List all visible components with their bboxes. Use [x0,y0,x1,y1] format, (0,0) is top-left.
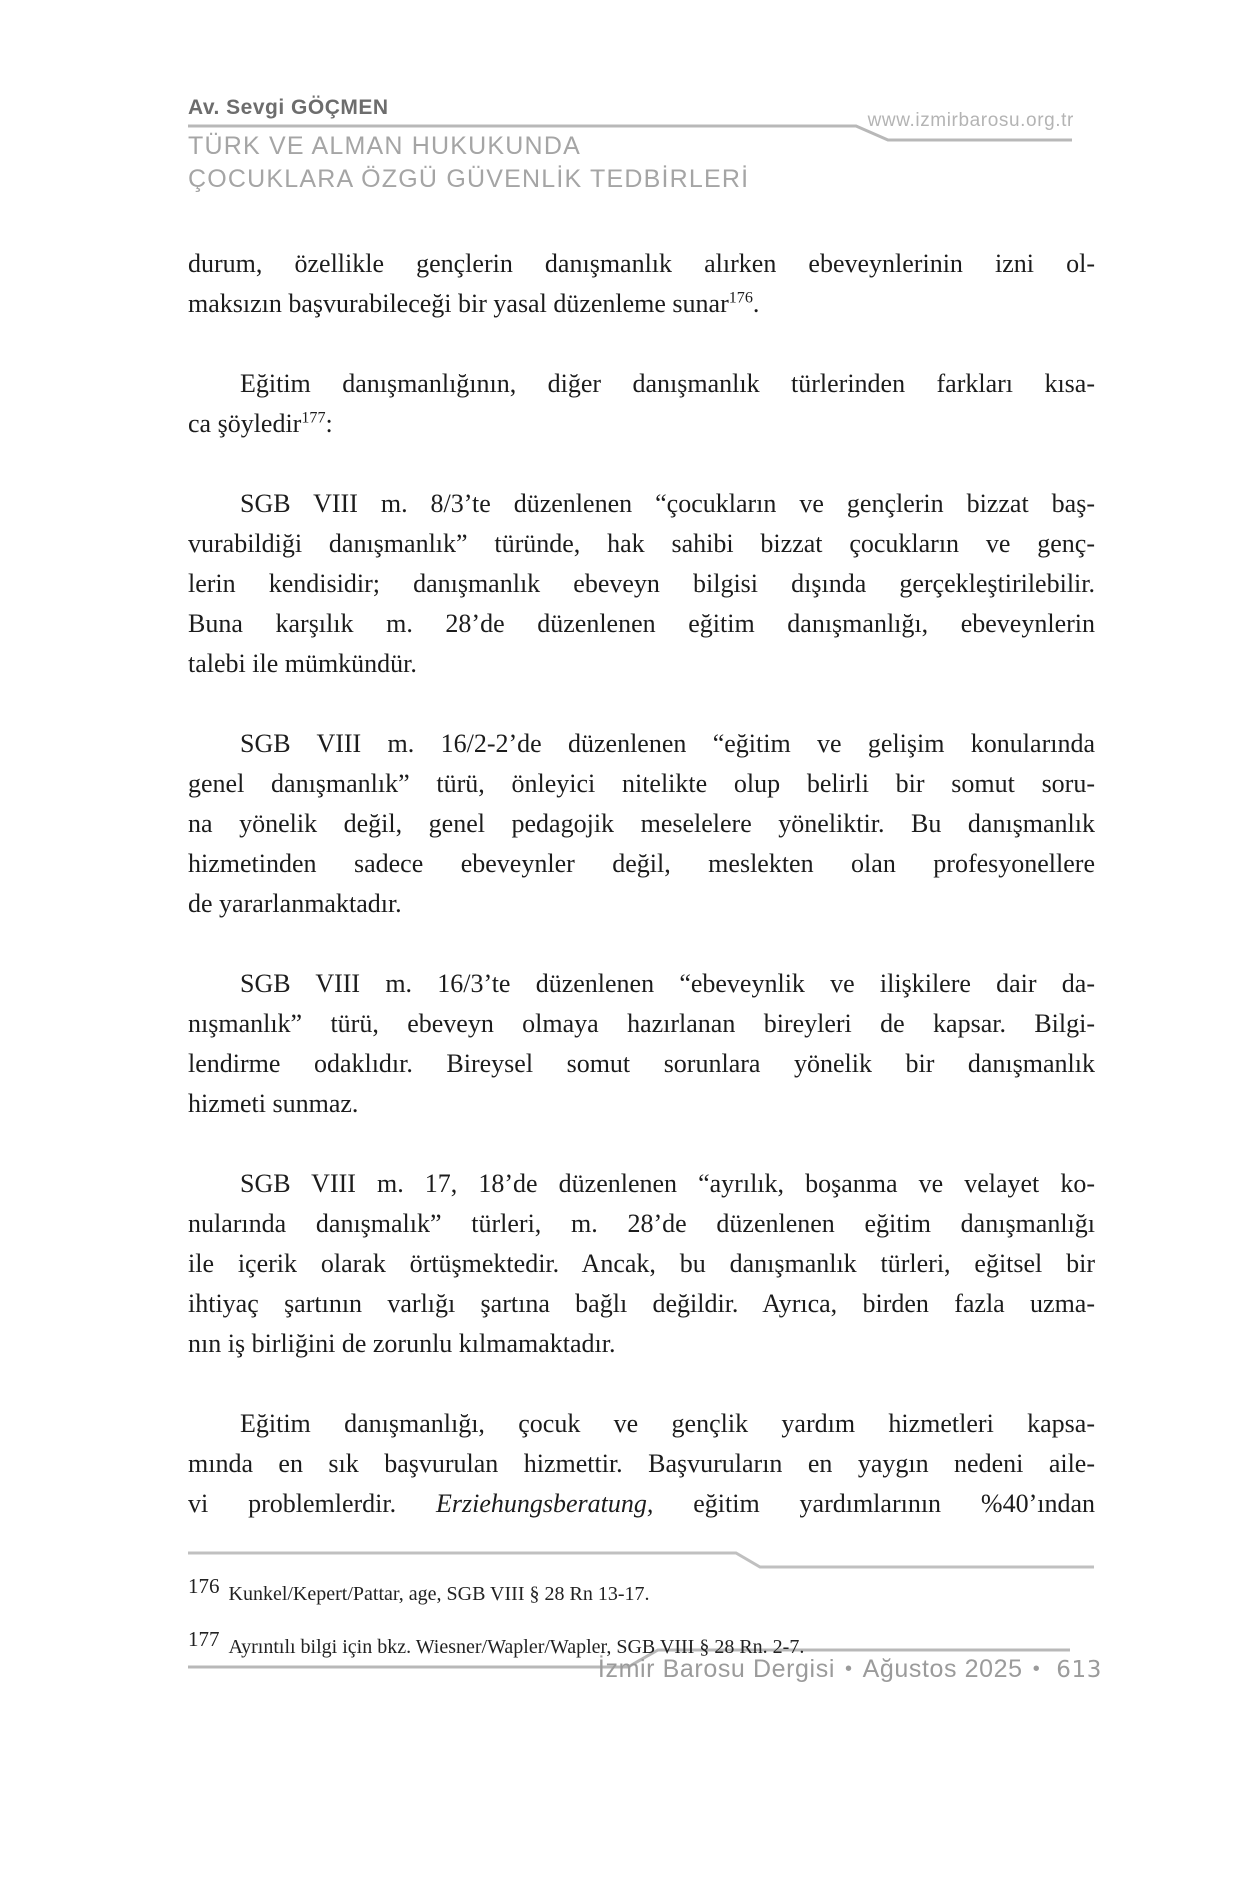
text-line: ihtiyaç şartının varlığı şartına bağlı değildir. Ayrıca, birden fazla uzma- [188,1289,1095,1318]
issue-date: Ağustos 2025 [862,1655,1023,1683]
text-line: durum, özellikle gençlerin danışmanlık alırken ebeveynlerinin izni ol- [188,249,1095,278]
text-line: de yararlanmaktadır. [188,889,402,918]
text-line: nın iş birliğini de zorunlu kılmamaktadır. [188,1329,616,1358]
text-line: na yönelik değil, genel pedagojik meselelere yöneliktir. Bu danışmanlık [188,809,1095,838]
footnote-number: 177 [188,1627,220,1651]
text-line: vi problemlerdir. Erziehungsberatung, eğitim yardımlarının %40’ından [188,1489,1096,1518]
footnote-text: Ayrıntılı bilgi için bkz. Wiesner/Wapler/Wapler, SGB VIII § 28 Rn. 2-7. [228,1636,805,1658]
text-line: SGB VIII m. 16/2-2’de düzenlenen “eğitim ve gelişim konularında [240,729,1095,758]
text-line: vurabildiği danışmanlık” türünde, hak sahibi bizzat çocukların ve genç- [188,529,1095,558]
article-title-line1: TÜRK VE ALMAN HUKUKUNDA [188,132,581,160]
text-line: ca şöyledir$^{177}$: [188,409,333,438]
paragraph [188,364,1095,444]
author-name: Av. Sevgi GÖÇMEN [188,96,389,119]
bullet-separator: • [1032,1658,1041,1680]
footnote [188,1572,1095,1608]
page-number: 613 [1056,1657,1102,1683]
article-title [188,130,948,196]
text-line: SGB VIII m. 8/3’te düzenlenen “çocukların ve gençlerin bizzat baş- [240,489,1095,518]
paragraph [188,484,1095,684]
text-line: hizmetinden sadece ebeveynler değil, meslekten olan profesyonellere [188,849,1095,878]
text-line: SGB VIII m. 17, 18’de düzenlenen “ayrılık, boşanma ve velayet ko- [240,1169,1095,1198]
article-title-line2: ÇOCUKLARA ÖZGÜ GÜVENLİK TEDBİRLERİ [188,165,750,193]
text-line: lerin kendisidir; danışmanlık ebeveyn bilgisi dışında gerçekleştirilebilir. [188,569,1095,598]
footnote-number: 176 [188,1574,220,1598]
journal-name: İzmir Barosu Dergisi [597,1655,835,1683]
footnote-text: Kunkel/Kepert/Pattar, age, SGB VIII § 28 Rn 13-17. [228,1583,650,1605]
text-line: Buna karşılık m. 28’de düzenlenen eğitim danışmanlığı, ebeveynlerin [188,609,1095,638]
text-line: maksızın başvurabileceği bir yasal düzenleme sunar$^{176}$. [188,289,760,318]
paragraph [188,244,1095,324]
text-line: talebi ile mümkündür. [188,649,417,678]
paragraph [188,964,1095,1124]
text-line: lendirme odaklıdır. Bireysel somut sorunlara yönelik bir danışmanlık [188,1049,1095,1078]
text-line: hizmeti sunmaz. [188,1089,359,1118]
paragraph [188,1404,1095,1524]
text-line: ile içerik olarak örtüşmektedir. Ancak, bu danışmanlık türleri, eğitsel bir [188,1249,1095,1278]
paragraph [188,724,1095,924]
text-line: nularında danışmalık” türleri, m. 28’de düzenlenen eğitim danışmanlığı [188,1209,1095,1238]
text-line: genel danışmanlık” türü, önleyici nitelikte olup belirli bir somut soru- [188,769,1095,798]
text-line: mında en sık başvurulan hizmettir. Başvuruların en yaygın nedeni aile- [188,1449,1095,1478]
website-url: www.izmirbarosu.org.tr [867,110,1074,131]
text-line: SGB VIII m. 16/3’te düzenlenen “ebeveynlik ve ilişkilere dair da- [240,969,1095,998]
bullet-separator: • [844,1658,853,1680]
paragraph [188,1164,1095,1364]
text-line: Eğitim danışmanlığının, diğer danışmanlık türlerinden farkları kısa- [240,369,1095,398]
document-body [188,244,1095,1564]
text-line: nışmanlık” türü, ebeveyn olmaya hazırlanan bireyleri de kapsar. Bilgi- [188,1009,1095,1038]
footer [598,1655,1102,1684]
text-line: Eğitim danışmanlığı, çocuk ve gençlik yardım hizmetleri kapsa- [240,1409,1095,1438]
